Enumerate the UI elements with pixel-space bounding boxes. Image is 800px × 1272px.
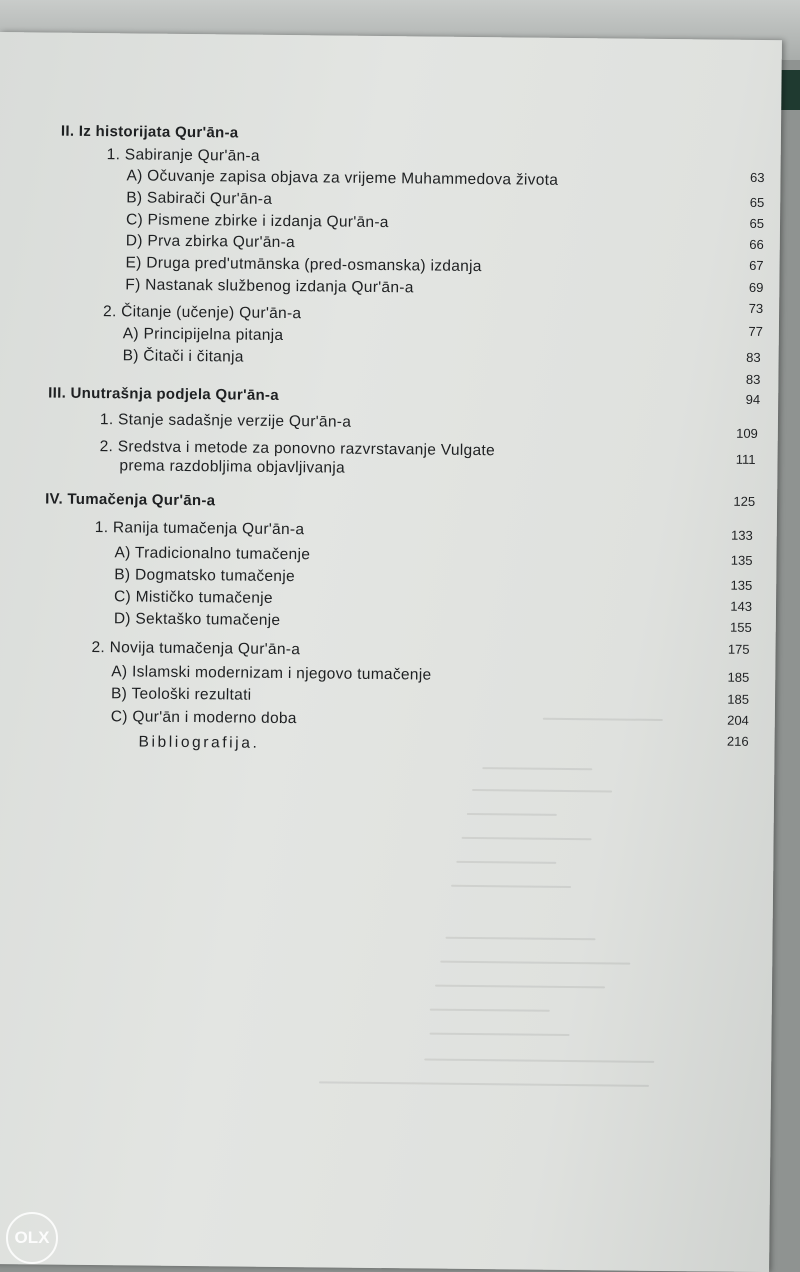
toc-item: A) Očuvanje zapisa objava za vrijeme Muhammedova života — [126, 167, 559, 189]
toc-item: F) Nastanak službenog izdanja Qur'ān-a — [125, 276, 414, 297]
toc-page-number: 185 — [727, 691, 750, 707]
toc-page-number: 63 — [749, 169, 765, 186]
toc-item: B) Teološki rezultati — [110, 685, 252, 704]
bleed-through-line — [451, 885, 571, 888]
bleed-through-line — [467, 813, 557, 816]
olx-watermark-logo: OLX — [6, 1212, 58, 1264]
toc-section-title: IV. Tumačenja Qur'ān-a — [45, 490, 216, 510]
toc-bibliography: Bibliografija. — [138, 733, 260, 752]
toc-item: A) Principijelna pitanja — [122, 325, 284, 344]
toc-page-number: 67 — [749, 257, 764, 274]
toc-subsection-title: 1. Ranija tumačenja Qur'ān-a — [94, 519, 305, 539]
toc-page-number: 135 — [730, 577, 753, 593]
toc-item: A) Tradicionalno tumačenje — [114, 544, 311, 564]
bleed-through-line — [319, 1081, 649, 1086]
bleed-through-line — [456, 861, 556, 864]
toc-item: A) Islamski modernizam i njegovo tumačenje — [111, 663, 432, 684]
toc-page-number: 66 — [749, 236, 764, 253]
toc-item: B) Dogmatsko tumačenje — [114, 566, 296, 586]
bleed-through-line — [430, 1009, 550, 1012]
bleed-through-line — [446, 937, 596, 941]
bleed-through-line — [472, 789, 612, 792]
toc-page-number: 65 — [749, 215, 765, 232]
toc-page-number: 216 — [726, 733, 749, 749]
toc-subsection-title: 2. Sredstva i metode za ponovno razvrstavanje Vulgate — [99, 438, 496, 460]
toc-subsection-title: 1. Stanje sadašnje verzije Qur'ān-a — [99, 411, 352, 431]
bleed-through-line — [462, 837, 592, 840]
toc-page-number: 69 — [748, 279, 764, 296]
toc-item: C) Qur'ān i moderno doba — [110, 708, 297, 728]
toc-page-number: 73 — [748, 300, 764, 317]
toc-page-number: 65 — [749, 194, 765, 211]
toc-page-number: 125 — [733, 493, 756, 509]
toc-page-number: 83 — [746, 349, 761, 365]
toc-page-number: 204 — [727, 712, 749, 728]
toc-item: D) Prva zbirka Qur'ān-a — [125, 232, 296, 252]
toc-page-number: 133 — [730, 527, 753, 543]
toc-item: B) Sabirači Qur'ān-a — [126, 189, 273, 208]
toc-subsection-continuation: prema razdobljima objavljivanja — [119, 457, 346, 477]
toc-page-number: 143 — [730, 598, 753, 614]
toc-item: C) Pismene zbirke i izdanja Qur'ān-a — [125, 211, 389, 232]
bleed-through-line — [435, 985, 605, 989]
bleed-through-line — [440, 961, 630, 965]
book-page — [0, 32, 782, 1272]
toc-subsection-title: 2. Čitanje (učenje) Qur'ān-a — [102, 303, 302, 323]
toc-page-number: 135 — [730, 552, 753, 568]
toc-page-number: 77 — [748, 323, 763, 340]
toc-page-number: 175 — [727, 641, 750, 657]
toc-section-title: III. Unutrašnja podjela Qur'ān-a — [48, 384, 280, 404]
toc-item: E) Druga pred'utmānska (pred-osmanska) izdanja — [125, 254, 482, 276]
toc-subsection-title: 1. Sabiranje Qur'ān-a — [106, 146, 260, 165]
toc-item: B) Čitači i čitanja — [122, 347, 244, 366]
toc-page-number: 155 — [730, 619, 752, 635]
toc-page-number: 111 — [735, 451, 756, 467]
toc-section-title: II. Iz historijata Qur'ān-a — [60, 122, 239, 142]
toc-page-number: 185 — [727, 669, 750, 685]
bleed-through-line — [424, 1058, 654, 1062]
toc-item: D) Sektaško tumačenje — [113, 610, 281, 629]
bleed-through-line — [430, 1033, 570, 1036]
bleed-through-line — [543, 718, 663, 721]
bleed-through-line — [482, 767, 592, 770]
toc-page-number: 109 — [736, 425, 758, 441]
toc-page-number: 94 — [745, 391, 761, 407]
toc-subsection-title: 2. Novija tumačenja Qur'ān-a — [91, 638, 301, 659]
toc-item: C) Mističko tumačenje — [114, 588, 273, 607]
toc-page-number: 83 — [745, 371, 761, 387]
